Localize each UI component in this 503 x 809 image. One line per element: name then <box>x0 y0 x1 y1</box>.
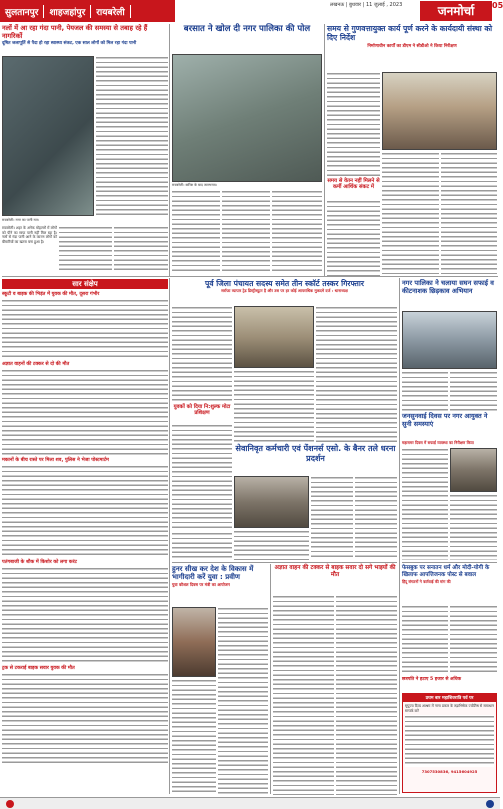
story-vetan-body <box>327 200 380 276</box>
briefs-column <box>2 292 168 792</box>
story-janasunwai-col1 <box>402 448 448 560</box>
story-tashkar-subline: सर्राफा व्यापार ट्रेड डिस्ट्रीब्यूटर है और उस पर हर कोई आपराधिक मुकदमे दर्ज : थानाध्यक्ष <box>221 288 348 293</box>
story-hunar-col2 <box>218 607 268 795</box>
ad-title: प्रथम बार महाशिवरात्रि पर्व पर <box>403 694 496 702</box>
column-rule <box>399 278 400 794</box>
story-karya-col3 <box>441 152 497 276</box>
story-janasunwai-col2 <box>450 494 497 560</box>
story-pension-col1 <box>234 530 309 560</box>
brief-2-headline: अज्ञात वाहनों की टक्कर से दो की मौत <box>2 362 70 367</box>
story-pension-headline: सेवानिवृत कर्मचारी एवं पेंशनर्स एसो. के बैनर तले धरना प्रदर्शन <box>235 444 396 463</box>
story-tashkar-col3 <box>316 306 397 442</box>
brief-3-headline: मकानों के बीच रास्ते पर मिला शव, पुलिस ने भेजा पोस्टमार्टम <box>2 458 109 463</box>
story-barsat-headline: बरसात ने खोल दी नगर पालिका की पोल <box>183 24 311 34</box>
story-yuvak-body-cont <box>172 532 232 560</box>
story-safai-headline: नगर पालिका ने चलाया सघन सफाई व कीटनाशक छिड़काव अभियान <box>402 279 494 295</box>
section-rule <box>172 562 397 563</box>
pension-photo <box>234 476 309 528</box>
column-rule <box>270 564 271 794</box>
story-bike-headline: अज्ञात वाहन की टक्कर से बाइक सवार दो सगे भाइयों की मौत <box>274 565 396 578</box>
registration-mark <box>486 800 494 808</box>
ad-filler <box>405 715 494 767</box>
janasunwai-photo <box>450 448 497 492</box>
story-facebook-headline: फेसबुक पर सनातन धर्म और मोदी-योगी के खिलाफ आपत्तिजनक पोस्ट से बवाल <box>402 565 490 578</box>
city-tab-sultanpur: सुलतानपुर <box>0 5 44 18</box>
story-facebook-header <box>402 565 497 603</box>
story-hunar-col1 <box>172 679 216 795</box>
barsat-photo <box>172 54 322 182</box>
story-tashkar-col2 <box>234 370 314 442</box>
story-tashkar-headline: पूर्व जिला पंचायत सदस्य समेत तीन स्कॉर्ट तस्कर गिरफ्तार <box>205 279 364 288</box>
story-bike-col2 <box>336 595 397 795</box>
story-pension-header <box>234 444 397 474</box>
story-facebook-subline: हिंदू संगठनों ने कार्रवाई की मांग की <box>402 578 451 584</box>
story-safai-col1 <box>402 371 448 411</box>
page-number: 05 <box>492 1 503 10</box>
story-pension-col2 <box>311 476 353 560</box>
story-karya-subline: निर्माणाधीन कार्यों का डीएम ने सीडीओ ने किया निरीक्षण <box>367 44 457 49</box>
story-janasunwai-header <box>402 413 497 439</box>
hunar-photo <box>172 607 216 677</box>
section-rule <box>2 276 498 277</box>
brief-5-headline: ट्रक से टकराई बाइक सवार युवक की मौत <box>2 666 75 671</box>
story-water-col3 <box>114 226 168 272</box>
story-tashkar-header <box>172 279 397 303</box>
registration-mark <box>6 800 14 808</box>
section-rule <box>402 562 497 563</box>
story-chhatrapati-header <box>402 677 497 691</box>
story-water-subline: दूषित जलापूर्ति से पैदा हो रहा स्वास्थ्य संकट, एक साल लोगों को मिल रहा गंदा पानी <box>2 41 137 46</box>
brief-4-body <box>2 567 168 663</box>
column-rule <box>169 24 170 276</box>
story-bike-col1 <box>273 595 334 795</box>
story-vetan-headline: समय से वेतन नहीं मिलने से कर्मी आर्थिक संकट में <box>327 178 380 190</box>
brief-5-body <box>2 673 168 763</box>
story-tashkar-col1 <box>172 306 232 402</box>
advertisement-box <box>402 693 497 793</box>
story-karya-header <box>327 24 497 70</box>
date-line: लखनऊ | बुधवार | 11 जुलाई , 2023 <box>330 2 403 8</box>
story-water-col2 <box>59 226 112 272</box>
story-karya-headline: समय से गुणवत्तायुक्त कार्य पूर्ण करने के कार्यदायी संस्था को दिए निर्देश <box>327 24 493 42</box>
story-barsat-col3 <box>272 190 322 274</box>
story-water-headline: नलों में आ रहा गंदा पानी, पेयजल की समस्या से तबाह रहे हैं नागरिकों <box>2 24 148 40</box>
water-photo <box>2 56 94 216</box>
city-tab-raebareli: रायबरेली <box>91 5 131 18</box>
column-rule <box>324 24 325 276</box>
city-tab-shahjahanpur: शाहजहांपुर <box>44 5 91 18</box>
story-safai-col2 <box>450 371 497 411</box>
ad-body: सुपूज्य दिव्य आश्रम में नाना प्रकार के रुद्राभिषेक ज्योतिष से समाधान सम्पर्क करें <box>405 704 495 713</box>
story-water-dateline: रायबरेली। शहर के अनेक मोहल्लों में लोगों को पीने का साफ पानी नहीं मिल रहा है। नलों से गंदा पानी आने के कारण लोगों को बीमारियों का खतरा बना हुआ है। <box>2 226 57 244</box>
karya-photo <box>382 72 497 150</box>
story-hunar-headline: हुनर सीख कर देश के विकास में भागीदारी करें युवा : प्रवीण <box>172 565 254 582</box>
masthead-logo: जनमोर्चा <box>420 1 492 21</box>
page-header <box>0 0 503 22</box>
page-footer <box>0 797 500 809</box>
tashkar-photo <box>234 306 314 368</box>
safai-photo <box>402 311 497 369</box>
story-janasunwai-headline: जनसुनवाई दिवस पर नगर आयुक्त ने सुनी समस्याएं <box>402 412 488 428</box>
city-tabs <box>0 0 175 22</box>
story-facebook-col1 <box>402 605 448 675</box>
story-janasunwai-subline: महासमर दिवस में सफाई व्यवस्था का निरीक्षण किया <box>402 440 474 445</box>
story-pension-col3 <box>355 476 397 560</box>
story-yuvak-header <box>172 404 232 422</box>
brief-2-body <box>2 369 168 455</box>
brief-1-headline: स्कूटी व बाइक की भिड़ंत में युवक की मौत, दूसरा गंभीर <box>2 292 100 297</box>
briefs-label: सार संक्षेप <box>2 279 168 289</box>
brief-3-body <box>2 465 168 557</box>
story-karya-col1 <box>327 72 380 176</box>
story-yuvak-headline: युवकों को दिया नि:शुल्क मोटा प्रशिक्षण <box>173 404 231 416</box>
story-karya-col2 <box>382 152 439 276</box>
brief-1-body <box>2 299 168 359</box>
story-barsat-col1 <box>172 190 220 274</box>
story-barsat-col2 <box>222 190 270 274</box>
story-yuvak-body <box>172 424 232 530</box>
brief-4-headline: पतंगबाजी के शौक में किशोर को लगा करंट <box>2 560 77 565</box>
column-rule <box>169 278 170 794</box>
story-hunar-subline: युवा कौशल दिवस पर मंत्री का आयोजन <box>172 581 230 587</box>
story-safai-header <box>402 279 497 309</box>
story-hunar-header <box>172 565 268 605</box>
barsat-photo-caption: रायबरेली। बारिश के बाद जलभराव। <box>172 183 217 187</box>
story-water-header <box>2 24 168 54</box>
story-barsat-header <box>172 24 322 52</box>
story-chhatrapati-headline: छत्रपति ने हटाए 5 हजार से अधिक <box>402 677 462 682</box>
water-photo-caption: रायबरेली। नगर का पानी नल। <box>2 218 40 222</box>
story-facebook-col2 <box>450 605 497 675</box>
story-water-body <box>96 56 168 216</box>
ad-phone: 7307530836, 9415604925 <box>421 769 478 775</box>
story-bike-header <box>273 565 397 593</box>
story-vetan-header <box>327 178 380 200</box>
